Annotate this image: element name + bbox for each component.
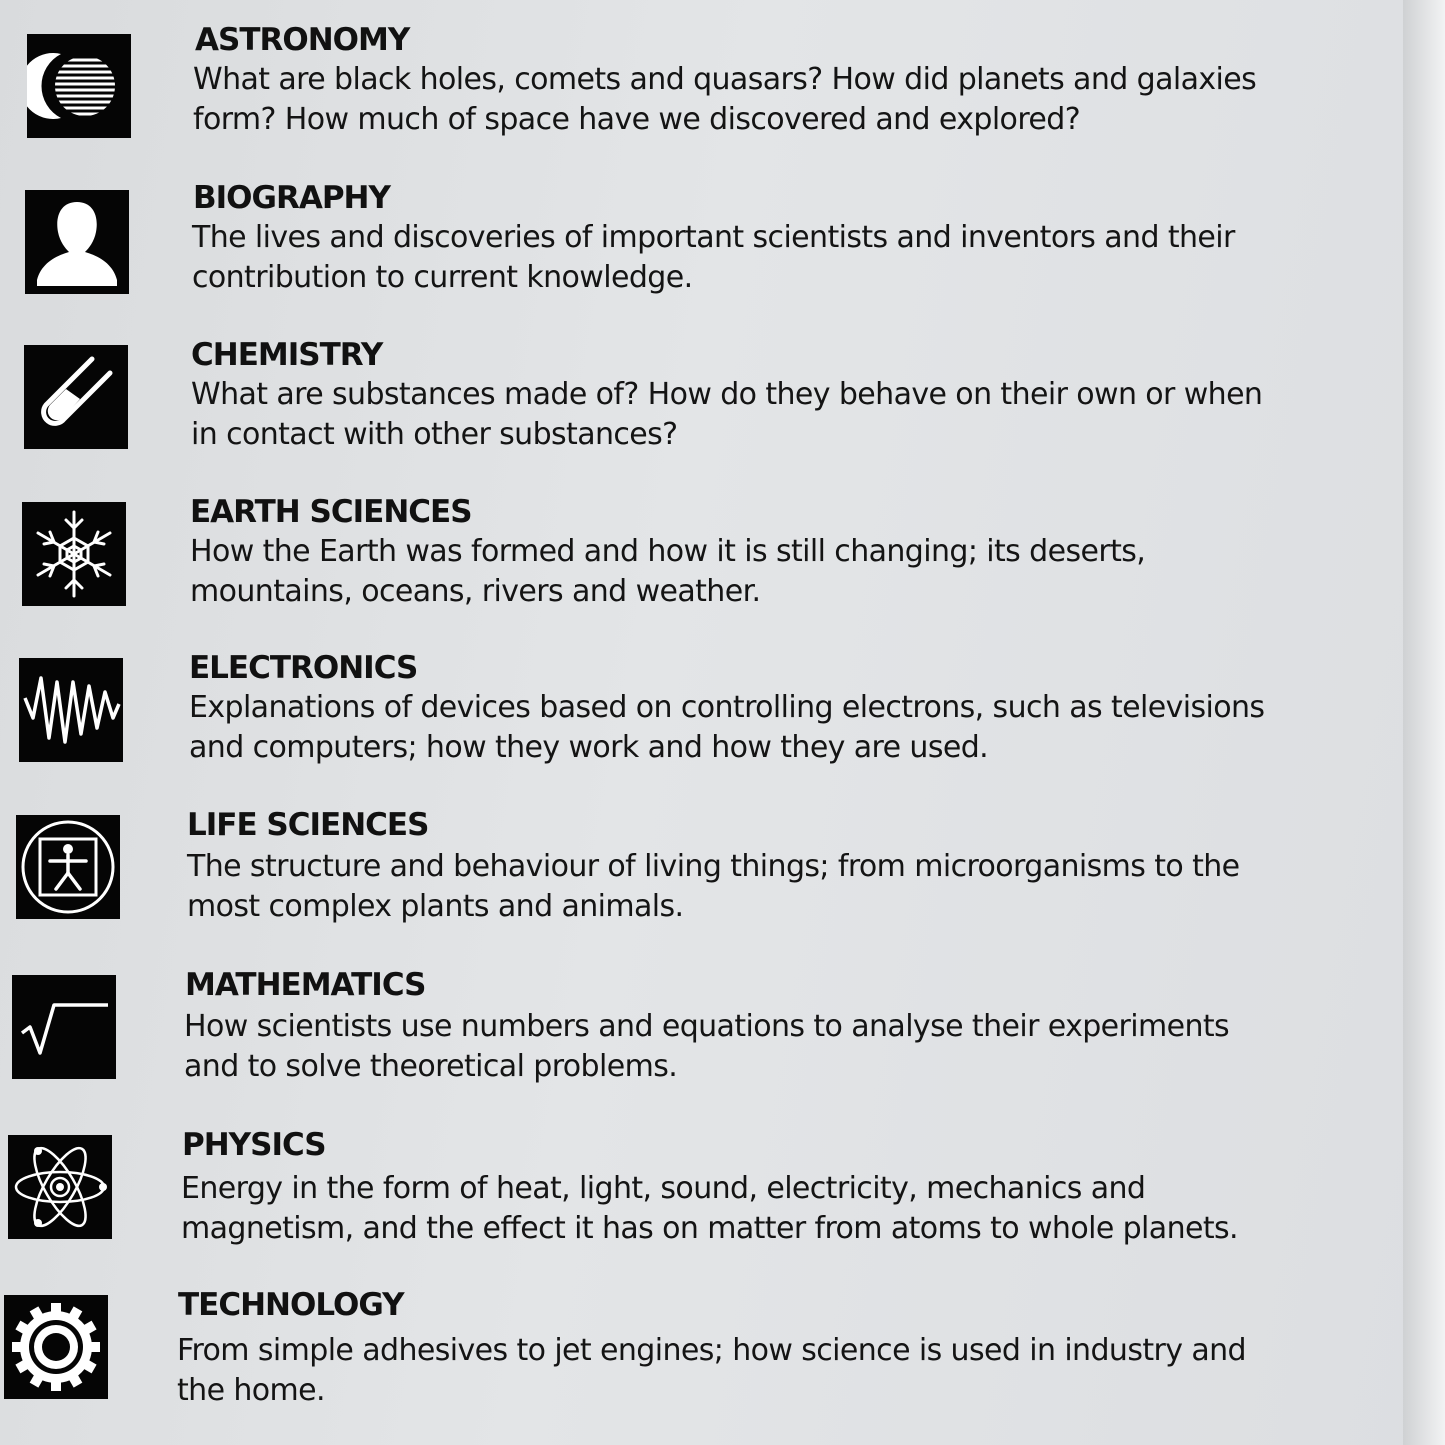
entry-physics bbox=[0, 1127, 1380, 1265]
person-bust-icon bbox=[25, 190, 129, 294]
entry-description: What are substances made of? How do they behave on their own or when in contact with other substances? bbox=[191, 377, 1263, 452]
entry-description: How scientists use numbers and equations to analyse their experiments and to solve theoretical problems. bbox=[184, 1009, 1230, 1084]
entry-biography bbox=[0, 180, 1380, 318]
entry-description: From simple adhesives to jet engines; how science is used in industry and the home. bbox=[177, 1333, 1246, 1408]
square-root-icon bbox=[12, 975, 116, 1079]
test-tube-icon bbox=[24, 345, 128, 449]
entry-title: TECHNOLOGY bbox=[178, 1287, 404, 1323]
entry-title: LIFE SCIENCES bbox=[187, 807, 429, 843]
snowflake-icon bbox=[22, 502, 126, 606]
entry-life-sciences bbox=[0, 807, 1380, 945]
entry-title: ELECTRONICS bbox=[189, 650, 418, 686]
entry-title: CHEMISTRY bbox=[191, 337, 383, 373]
entry-earth-sciences bbox=[0, 494, 1380, 632]
entry-mathematics bbox=[0, 967, 1380, 1105]
entry-title: MATHEMATICS bbox=[185, 967, 426, 1003]
entry-astronomy bbox=[0, 22, 1380, 162]
entry-description: Explanations of devices based on controlling electrons, such as televisions and computers; how they work and how they are used. bbox=[189, 690, 1265, 765]
entry-description: What are black holes, comets and quasars? How did planets and galaxies form? How much of space have we discovered and explored? bbox=[193, 62, 1257, 137]
atom-icon bbox=[8, 1135, 112, 1239]
entry-description: The lives and discoveries of important scientists and inventors and their contribution to current knowledge. bbox=[192, 220, 1235, 295]
page-edge bbox=[1403, 0, 1445, 1445]
entry-electronics bbox=[0, 650, 1380, 788]
gear-icon bbox=[4, 1295, 108, 1399]
human-figure-icon bbox=[16, 815, 120, 919]
moon-planet-icon bbox=[27, 34, 131, 138]
entry-technology bbox=[0, 1287, 1380, 1425]
entry-title: ASTRONOMY bbox=[195, 22, 410, 58]
entry-description: Energy in the form of heat, light, sound, electricity, mechanics and magnetism, and the effect it has on matter from atoms to whole planets. bbox=[181, 1171, 1238, 1246]
entry-description: How the Earth was formed and how it is still changing; its deserts, mountains, oceans, rivers and weather. bbox=[190, 534, 1146, 609]
entry-title: EARTH SCIENCES bbox=[190, 494, 472, 530]
waveform-icon bbox=[19, 658, 123, 762]
entry-description: The structure and behaviour of living things; from microorganisms to the most complex plants and animals. bbox=[187, 849, 1240, 924]
entry-title: BIOGRAPHY bbox=[193, 180, 390, 216]
entry-chemistry bbox=[0, 337, 1380, 475]
entry-title: PHYSICS bbox=[182, 1127, 326, 1163]
